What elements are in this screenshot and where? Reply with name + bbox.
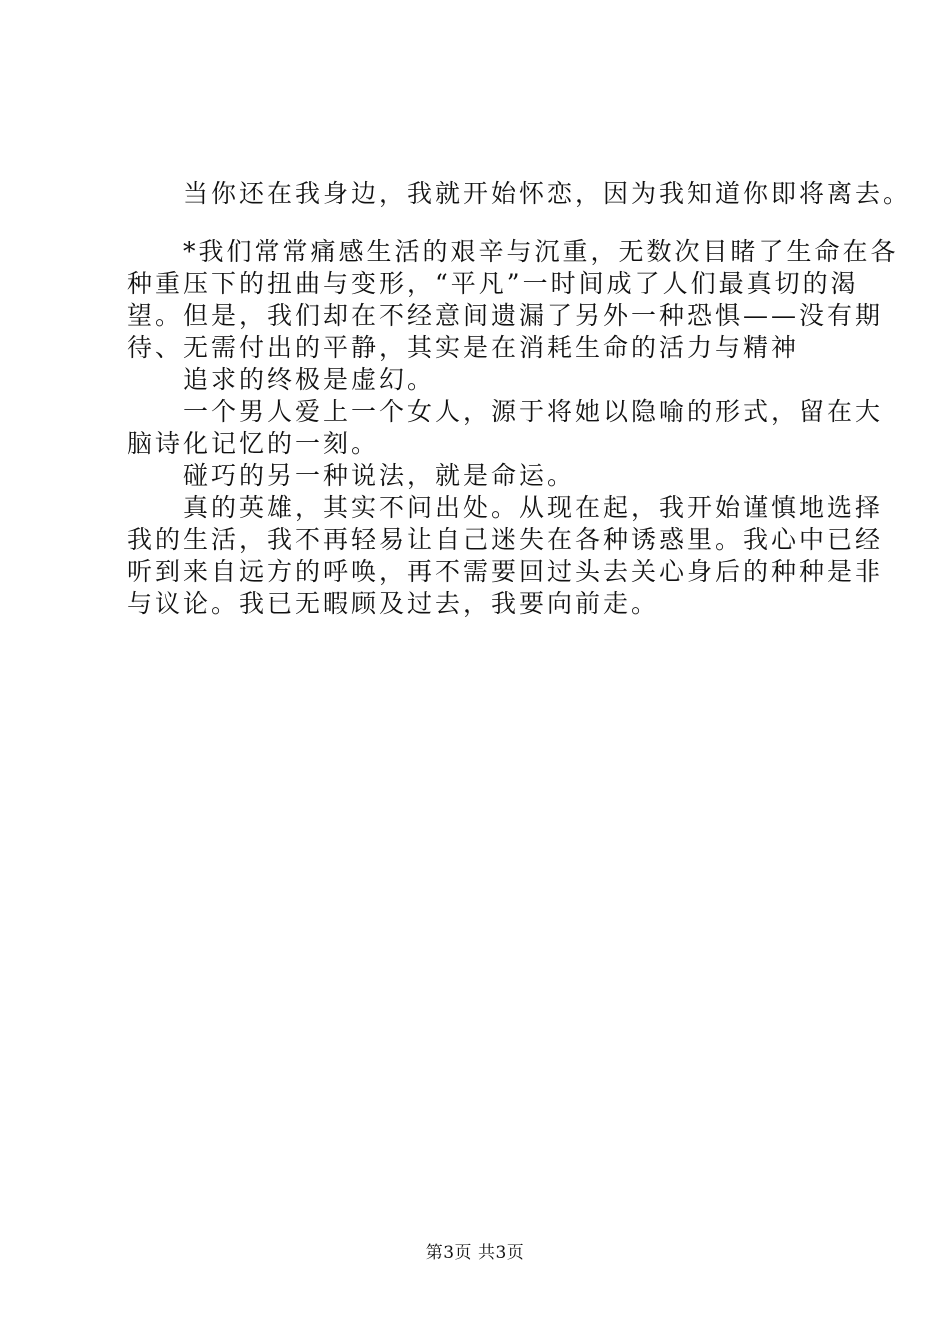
page-footer: 第3页 共3页 [425,1243,525,1263]
text-line: 种重压下的扭曲与变形，“平凡”一时间成了人们最真切的渴 [127,269,859,298]
text-line: 脑诗化记忆的一刻。 [127,429,380,458]
text-line: 碰巧的另一种说法，就是命运。 [127,461,576,490]
text-line: 待、无需付出的平静，其实是在消耗生命的活力与精神 [127,333,800,362]
text-line: 追求的终极是虚幻。 [127,365,436,394]
text-line: 真的英雄，其实不问出处。从现在起，我开始谨慎地选择 [127,493,884,522]
text-line: 望。但是，我们却在不经意间遗漏了另外一种恐惧——没有期 [127,301,884,330]
text-line: 一个男人爱上一个女人，源于将她以隐喻的形式，留在大 [127,397,884,426]
text-line: *我们常常痛感生活的艰辛与沉重，无数次目睹了生命在各 [127,237,899,266]
text-line: 我的生活，我不再轻易让自己迷失在各种诱惑里。我心中已经 [127,525,884,554]
text-line: 与议论。我已无暇顾及过去，我要向前走。 [127,589,660,618]
text-line: 当你还在我身边，我就开始怀恋，因为我知道你即将离去。 [127,179,912,208]
text-line: 听到来自远方的呼唤，再不需要回过头去关心身后的种种是非 [127,557,884,586]
